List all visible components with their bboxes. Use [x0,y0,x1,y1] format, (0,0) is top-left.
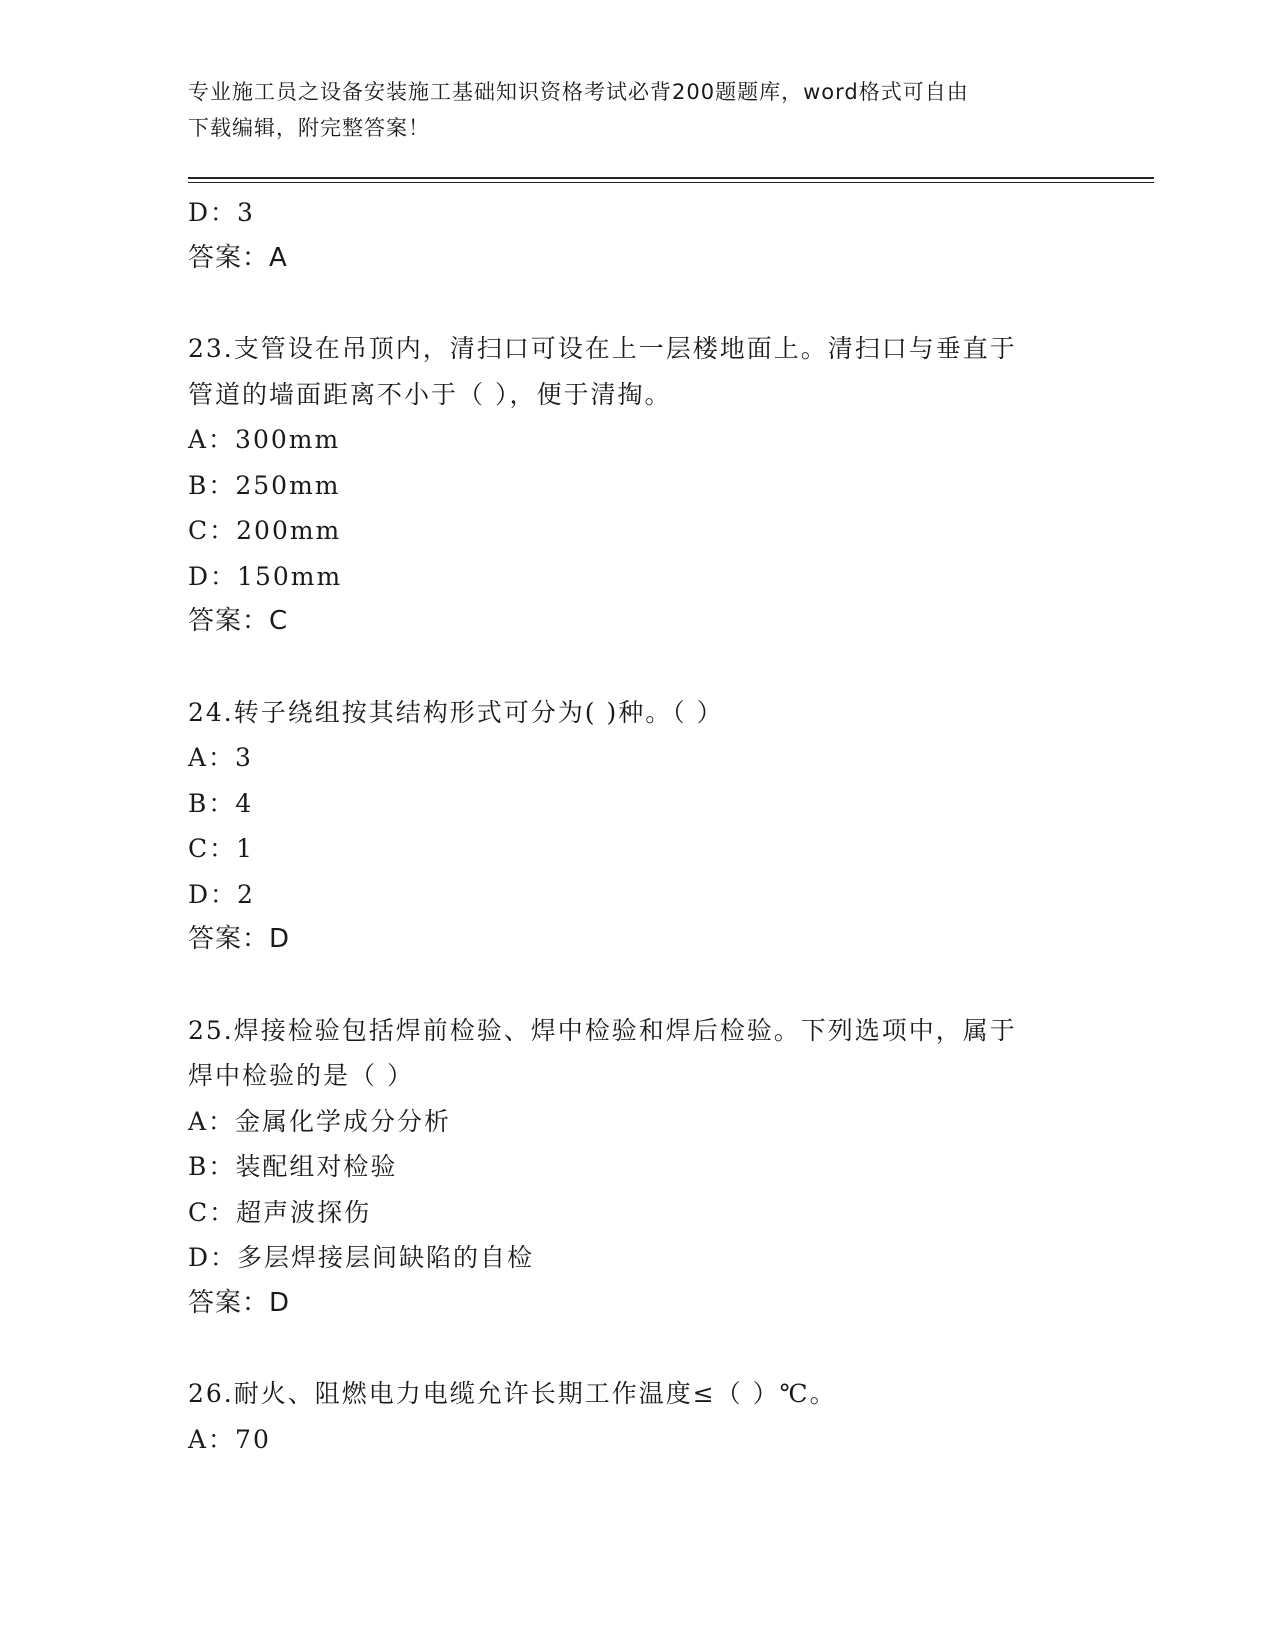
option-b: B：4 [188,788,254,818]
spacer [188,645,1088,690]
option-b: B：装配组对检验 [188,1152,398,1181]
question-25 [188,1008,1088,1327]
option-a: A：300mm [188,425,341,454]
question-stem: 26.耐火、阻燃电力电缆允许长期工作温度≤（ ）℃。 [188,1379,837,1408]
question-stem: 25.焊接检验包括焊前检验、焊中检验和焊后检验。下列选项中，属于 [188,1015,1017,1045]
header-divider [188,177,1154,179]
question-stem: 23.支管设在吊顶内，清扫口可设在上一层楼地面上。清扫口与垂直于 [188,334,1017,363]
option-d: D：150mm [188,561,343,591]
option-c: C：超声波探伤 [188,1197,372,1227]
spacer [188,963,1088,1008]
answer-line: 答案：D [188,924,291,954]
answer-line: 答案：D [188,1287,291,1318]
question-stem: 管道的墙面距离不小于（ ），便于清掏。 [188,379,672,409]
question-22-fragment [188,190,1088,281]
option-d: D：3 [188,198,255,227]
option-a: A：金属化学成分分析 [188,1106,452,1136]
question-stem: 24.转子绕组按其结构形式可分为( )种。（ ） [188,697,724,727]
question-stem: 焊中检验的是（ ） [188,1061,414,1090]
question-24 [188,690,1088,963]
option-a: A：70 [188,1424,271,1454]
header-title-line-1: 专业施工员之设备安装施工基础知识资格考试必背200题题库，word格式可自由 [188,80,969,104]
spacer [188,1326,1088,1371]
answer-line: 答案：A [188,242,288,273]
header-title-line-2: 下载编辑，附完整答案！ [188,116,430,140]
option-d: D：多层焊接层间缺陷的自检 [188,1243,535,1272]
option-c: C：200mm [188,516,342,545]
option-c: C：1 [188,834,255,863]
header-divider-thin [188,182,1154,183]
question-list [188,190,1088,1462]
spacer [188,281,1088,326]
question-23 [188,326,1088,645]
option-d: D：2 [188,879,255,909]
answer-line: 答案：C [188,606,289,636]
option-b: B：250mm [188,470,341,500]
page-header [188,74,1068,146]
question-26 [188,1371,1088,1462]
option-a: A：3 [188,743,253,772]
